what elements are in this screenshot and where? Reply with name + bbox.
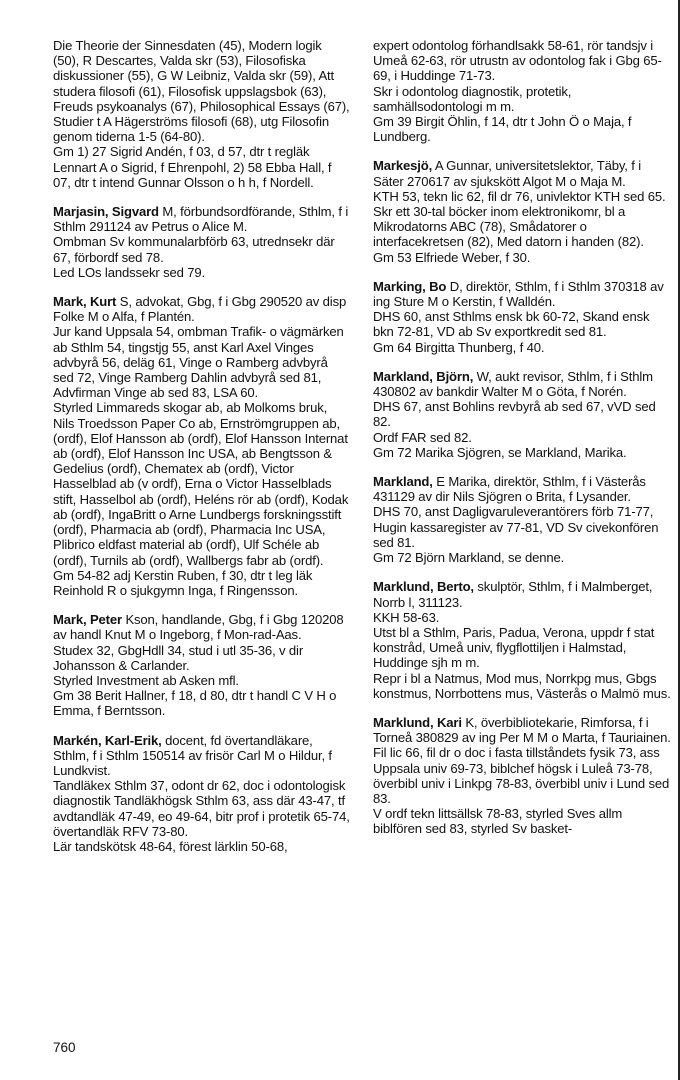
entry-intro: K, överbibliotekarie, Rimforsa, f i Torneå 380829 av ing Per M M o Marta, f Tauriainen. — [373, 714, 671, 746]
entry-intro: W, aukt revisor, Sthlm, f i Sthlm 430802 av bankdir Walter M o Göta, f Norén. — [373, 368, 653, 400]
entry-paragraph: DHS 67, anst Bohlins revbyrå ab sed 67, vVD sed 82. — [373, 399, 656, 430]
entry-heading — [373, 279, 671, 309]
entry-heading — [53, 204, 351, 234]
entry-paragraph: Tandläkex Sthlm 37, odont dr 62, doc i odontologisk diagnostik Tandläkhögsk Sthlm 63, ass där 43-47, tf avdtandläk 47-49, eo 49-64, bitr prof i protetik 65-74, övertandläk RFV 73-80. — [53, 778, 350, 839]
entry-name: Mark, Kurt — [53, 294, 117, 310]
entry-name: Marking, Bo — [373, 278, 447, 294]
entry-paragraph: Gm 72 Björn Markland, se denne. — [373, 550, 565, 566]
entry-heading — [373, 474, 671, 504]
entry-paragraph: Gm 1) 27 Sigrid Andén, f 03, d 57, dtr t regläk Lennart A o Sigrid, f Ehrenpohl, 2) 58 Ebba Hall, f 07, dtr t intend Gunnar Olsson o h h, f Nordell. — [53, 144, 332, 190]
entry-intro: skulptör, Sthlm, f i Malmberget, Norrb l, 311123. — [373, 579, 653, 610]
entry-paragraph: Fil lic 66, fil dr o doc i fasta tillståndets fysik 73, ass Uppsala univ 69-73, biblchef högsk i Luleå 73-78, överbibl univ i Linkpg 78-83, överbibl univ i Lund sed 83. — [373, 745, 670, 806]
entry-heading — [373, 715, 671, 745]
entry-paragraph: Styrled Investment ab Asken mfl. — [53, 672, 239, 688]
entry-name: Marklund, Kari — [373, 714, 462, 730]
entry-markland-marika — [373, 474, 671, 565]
entry-paragraph: Jur kand Uppsala 54, ombman Trafik- o vägmärken ab Sthlm 54, tingstjg 55, anst Karl Axel Vinges advbyrå 56, deläg 61, Vinge o Ramberg advbyrå sed 72, Vinge Ramberg Dahlin advbyrå sed 81, Advfirman Vinge ab sed 83, LSA 60. — [53, 324, 344, 401]
page-number: 760 — [53, 1040, 76, 1055]
entry-paragraph: Styrled Limmareds skogar ab, ab Molkoms bruk, Nils Troedsson Paper Co ab, Ernströmgruppen ab, (ordf), Elof Hansson ab (ordf), Elof Hansson Internat ab (ordf), Elof Hansson Inc USA, ab Bengtsson & Gedelius (ordf), Chematex ab (ordf), Victor Hasselblad ab (v ordf), Erna o Victor Hasselblads stift, Hasselbol ab (ordf), Heléns rör ab (ordf), Kodak ab (ordf), IngaBritt o Arne Lundbergs forskningsstift (ordf), Pharmacia ab (ordf), Pharmacia Inc USA, Plibrico eldfast material ab (ordf), Ulf Schéle ab (ordf), Turnils ab (ordf), Wallbergs fabr ab (ordf). — [53, 400, 349, 568]
entry-continuation — [373, 38, 671, 144]
entry-marking — [373, 279, 671, 355]
entry-paragraph: DHS 70, anst Dagligvaruleverantörers förb 71-77, Hugin kassaregister av 77-81, VD Sv civekonfören sed 81. — [373, 504, 659, 550]
entry-paragraph: Utst bl a Sthlm, Paris, Padua, Verona, uppdr f stat konstråd, Umeå univ, flygflottiljen i Halmstad, Huddinge sjh m m. — [373, 624, 655, 671]
entry-marken — [53, 733, 351, 855]
entry-intro: S, advokat, Gbg, f i Gbg 290520 av disp Folke M o Alfa, f Plantén. — [53, 294, 347, 325]
left-column — [53, 38, 351, 868]
entry-paragraph: Skr ett 30-tal böcker inom elektronikomr, bl a Mikrodatorns ABC (78), Smådatorer o interfacekretsen (82), Med datorn i handen (82). — [373, 204, 644, 250]
entry-name: Markesjö, — [373, 158, 433, 174]
entry-paragraph: Ordf FAR sed 82. — [373, 429, 472, 445]
entry-markesjo — [373, 158, 671, 264]
entry-paragraph: Ombman Sv kommunalarbförb 63, utrednsekr där 67, förbordf sed 78. — [53, 234, 335, 265]
entry-mark-kurt — [53, 294, 351, 598]
entry-intro: D, direktör, Sthlm, f i Sthlm 370318 av ing Sture M o Kerstin, f Walldén. — [373, 278, 664, 310]
entry-name: Mark, Peter — [53, 612, 122, 628]
entry-markland-bjorn — [373, 369, 671, 460]
entry-mark-peter — [53, 612, 351, 718]
entry-paragraph: Repr i bl a Natmus, Mod mus, Norrkpg mus, Gbgs konstmus, Norrbottens mus, Västerås o Malmö mus. — [373, 670, 671, 701]
entry-paragraph: Skr i odontolog diagnostik, protetik, samhällsodontologi m m. — [373, 83, 572, 114]
entry-heading — [373, 158, 671, 188]
entry-continuation — [53, 38, 351, 190]
entry-intro: docent, fd övertandläkare, Sthlm, f i Sthlm 150514 av frisör Carl M o Hildur, f Lundkvist. — [53, 732, 332, 778]
entry-paragraph: V ordf tekn littsällsk 78-83, styrled Sves allm biblfören sed 83, styrled Sv basket- — [373, 806, 623, 837]
entry-intro: M, förbundsordförande, Sthlm, f i Sthlm 291124 av Petrus o Alice M. — [53, 204, 349, 235]
entry-marklund-kari — [373, 715, 671, 837]
entry-paragraph: Gm 38 Berit Hallner, f 18, d 80, dtr t handl C V H o Emma, f Berntsson. — [53, 688, 337, 719]
entry-paragraph: Led LOs landssekr sed 79. — [53, 264, 206, 280]
entry-name: Marklund, Berto, — [373, 579, 474, 595]
entry-heading — [373, 369, 671, 399]
entry-paragraph: Lär tandskötsk 48-64, förest lärklin 50-68, — [53, 838, 288, 854]
entry-paragraph: KTH 53, tekn lic 62, fil dr 76, univlektor KTH sed 65. — [373, 188, 666, 204]
entry-name: Markland, — [373, 474, 433, 490]
entry-heading — [53, 612, 351, 642]
entry-paragraph: Gm 72 Marika Sjögren, se Markland, Marika. — [373, 444, 627, 460]
entry-paragraph: DHS 60, anst Sthlms ensk bk 60-72, Skand ensk bkn 72-81, VD ab Sv exportkredit sed 81. — [373, 309, 650, 340]
entry-name: Markén, Karl-Erik, — [53, 732, 162, 748]
entry-heading — [373, 579, 671, 609]
entry-paragraph: Gm 39 Birgit Öhlin, f 14, dtr t John Ö o Maja, f Lundberg. — [373, 114, 632, 145]
entry-intro: Kson, handlande, Gbg, f i Gbg 120208 av handl Knut M o Ingeborg, f Mon-rad-Aas. — [53, 612, 344, 643]
entry-heading — [53, 733, 351, 779]
right-column — [373, 38, 671, 851]
entry-paragraph: Gm 64 Birgitta Thunberg, f 40. — [373, 339, 545, 355]
entry-name: Marjasin, Sigvard — [53, 204, 159, 220]
entry-marjasin — [53, 204, 351, 280]
entry-paragraph: expert odontolog förhandlsakk 58-61, rör tandsjv i Umeå 62-63, rör utrustn av odontolog fak i Gbg 65-69, i Huddinge 71-73. — [373, 38, 662, 84]
entry-marklund-berto — [373, 579, 671, 701]
entry-paragraph: Gm 54-82 adj Kerstin Ruben, f 30, dtr t leg läk Reinhold R o sjukgymn Inga, f Ringensson. — [53, 567, 313, 598]
entry-name: Markland, Björn, — [373, 368, 474, 384]
entry-paragraph: Gm 53 Elfriede Weber, f 30. — [373, 249, 531, 265]
entry-intro: A Gunnar, universitetslektor, Täby, f i Säter 270617 av sjukskött Algot M o Maja M. — [373, 158, 642, 189]
entry-paragraph: Die Theorie der Sinnesdaten (45), Modern logik (50), R Descartes, Valda skr (53), Filosofiska diskussioner (55), G W Leibniz, Valda skr (59), Att studera filosofi (61), Filosofisk uppslagsbok (63), Freuds psykoanalys (67), Philosophical Essays (67), Studier t A Hägerströms filosofi (68), utg Filosofin genom tiderna 1-5 (64-80). — [53, 38, 350, 145]
entry-heading — [53, 294, 351, 324]
entry-paragraph: KKH 58-63. — [373, 609, 440, 625]
entry-intro: E Marika, direktör, Sthlm, f i Västerås 431129 av dir Nils Sjögren o Brita, f Lysander. — [373, 474, 646, 505]
entry-paragraph: Studex 32, GbgHdll 34, stud i utl 35-36, v dir Johansson & Carlander. — [53, 642, 304, 673]
